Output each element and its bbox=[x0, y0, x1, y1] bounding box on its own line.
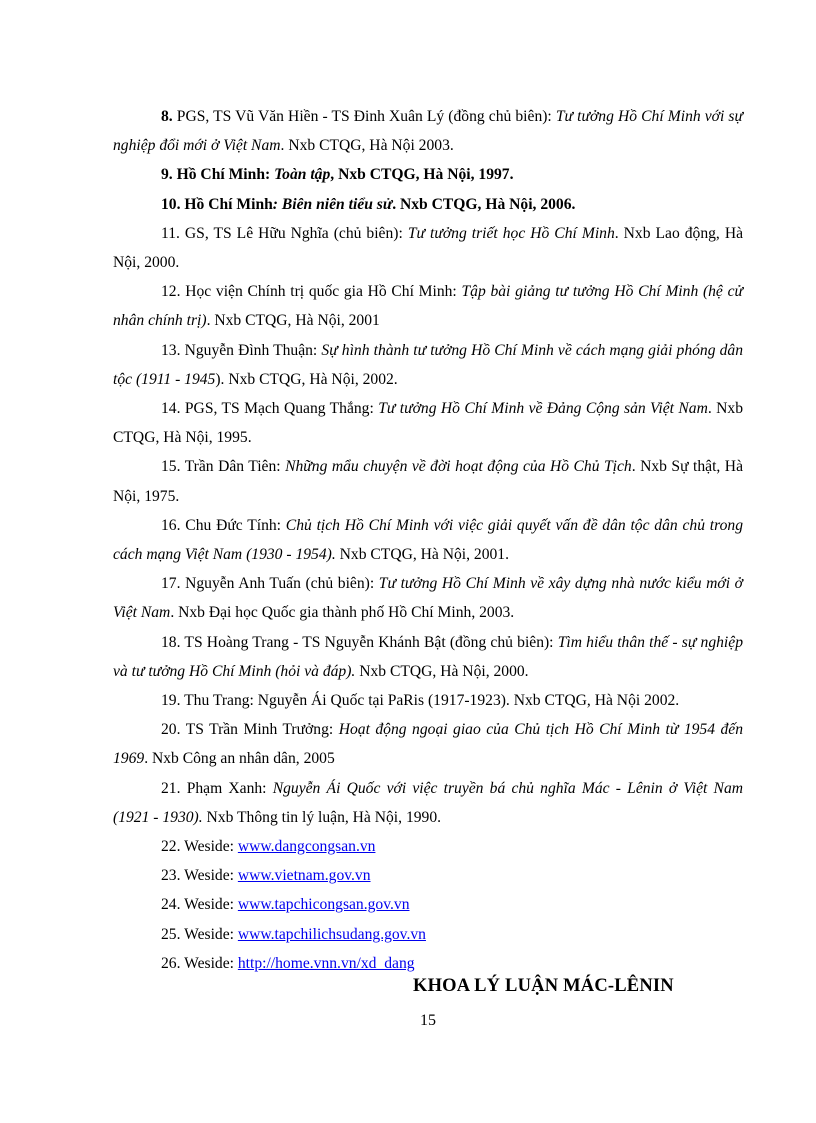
reference-number: 18. bbox=[161, 633, 181, 651]
reference-item-20 bbox=[113, 715, 743, 773]
reference-number: 22. bbox=[161, 838, 181, 856]
reference-author: Chu Đức Tính: bbox=[180, 516, 286, 534]
website-item-25 bbox=[113, 920, 743, 949]
page-number: 15 bbox=[420, 1012, 436, 1029]
reference-number: 15. bbox=[161, 458, 181, 476]
reference-author: TS Hoàng Trang - TS Nguyễn Khánh Bật (đồng chủ biên): bbox=[180, 633, 558, 651]
reference-author: Nguyễn Đình Thuận: bbox=[180, 341, 322, 359]
reference-number: 20. bbox=[161, 721, 181, 739]
reference-number: 12. bbox=[161, 283, 181, 301]
reference-author: PGS, TS Mạch Quang Thắng: bbox=[180, 400, 379, 418]
reference-number: 25. bbox=[161, 925, 181, 943]
faculty-signature: KHOA LÝ LUẬN MÁC-LÊNIN bbox=[413, 976, 674, 996]
reference-item-10 bbox=[113, 190, 743, 219]
reference-title: Sự hình thành tư tưởng Hồ Chí Minh về cách mạng giải phóng dân tộc (1911 - 1945 bbox=[113, 341, 743, 388]
reference-title: : Biên niên tiểu sử bbox=[272, 195, 393, 213]
reference-title: Tư tưởng triết học Hồ Chí Minh bbox=[407, 224, 615, 242]
reference-item-17 bbox=[113, 569, 743, 627]
website-item-24 bbox=[113, 890, 743, 919]
reference-title: Tập bài giảng tư tưởng Hồ Chí Minh (hệ cử nhân chính trị) bbox=[113, 283, 743, 330]
reference-item-14 bbox=[113, 394, 743, 452]
website-label: Weside: bbox=[180, 867, 238, 885]
reference-title: Nguyễn Ái Quốc với việc truyền bá chủ nghĩa Mác - Lênin ở Việt Nam (1921 - 1930). bbox=[113, 779, 744, 826]
website-label: Weside: bbox=[180, 838, 238, 856]
reference-item-15 bbox=[113, 452, 743, 510]
reference-number: 24. bbox=[161, 896, 181, 914]
reference-publisher: Nxb CTQG, Hà Nội, 2001. bbox=[335, 546, 510, 564]
reference-publisher: Nxb CTQG, Hà Nội, 2000. bbox=[355, 662, 529, 680]
reference-publisher: . Nxb CTQG, Hà Nội 2003. bbox=[280, 137, 454, 155]
reference-publisher: . Nxb CTQG, Hà Nội, 2006. bbox=[392, 195, 576, 213]
reference-author: Phạm Xanh: bbox=[180, 779, 273, 797]
reference-item-13 bbox=[113, 336, 743, 394]
reference-author: TS Trần Minh Trưởng: bbox=[180, 721, 339, 739]
reference-number: 11. bbox=[161, 224, 180, 242]
reference-number: 13. bbox=[161, 341, 181, 359]
website-link[interactable]: www.dangcongsan.vn bbox=[237, 838, 376, 856]
reference-title: Hoạt động ngoại giao của Chủ tịch Hồ Chí Minh từ 1954 đến 1969 bbox=[113, 721, 743, 768]
reference-item-18 bbox=[113, 628, 743, 686]
reference-item-19 bbox=[113, 686, 743, 715]
reference-publisher: . Nxb Công an nhân dân, 2005 bbox=[144, 750, 335, 768]
reference-title: Tư tưởng Hồ Chí Minh về xây dựng nhà nước kiểu mới ở Việt Nam bbox=[113, 575, 743, 622]
website-label: Weside: bbox=[180, 925, 238, 943]
reference-title: Tìm hiểu thân thế - sự nghiệp và tư tưởng Hồ Chí Minh (hỏi và đáp). bbox=[113, 633, 743, 680]
reference-publisher: , Nxb CTQG, Hà Nội, 1997. bbox=[330, 166, 514, 184]
website-label: Weside: bbox=[180, 954, 238, 972]
website-link[interactable]: http://home.vnn.vn/xd_dang bbox=[237, 954, 415, 972]
reference-number: 14. bbox=[161, 400, 181, 418]
reference-author: Thu Trang: Nguyễn Ái Quốc tại PaRis (1917-1923). Nxb CTQG, Hà Nội 2002. bbox=[180, 692, 680, 710]
reference-number: 8. bbox=[161, 108, 173, 125]
website-item-22 bbox=[113, 832, 743, 861]
reference-item-11 bbox=[113, 219, 743, 277]
reference-title: Chủ tịch Hồ Chí Minh với việc giải quyết vấn đề dân tộc dân chủ trong cách mạng Việt Nam (1930 - 1954). bbox=[113, 516, 743, 564]
website-label: Weside: bbox=[180, 896, 238, 914]
reference-number: 26. bbox=[161, 954, 181, 972]
reference-number: 10. bbox=[161, 195, 181, 213]
reference-publisher: . Nxb Sự thật, Hà Nội, 1975. bbox=[113, 458, 743, 505]
reference-publisher: . Nxb CTQG, Hà Nội, 2001 bbox=[206, 312, 380, 330]
reference-number: 9. bbox=[161, 166, 173, 184]
reference-title: Toàn tập bbox=[274, 166, 331, 184]
website-item-26 bbox=[113, 949, 743, 978]
website-item-23 bbox=[113, 861, 743, 890]
reference-publisher: . Nxb Đại học Quốc gia thành phố Hồ Chí Minh, 2003. bbox=[170, 604, 515, 622]
reference-number: 16. bbox=[161, 516, 181, 534]
reference-publisher: . Nxb Lao động, Hà Nội, 2000. bbox=[113, 224, 744, 272]
reference-item-21 bbox=[113, 774, 743, 832]
reference-author: Hồ Chí Minh: bbox=[172, 166, 275, 184]
reference-title: Tư tưởng Hồ Chí Minh về Đảng Cộng sản Việt Nam bbox=[378, 400, 708, 418]
reference-author: Nguyễn Anh Tuấn (chủ biên): bbox=[180, 575, 379, 593]
reference-item-16 bbox=[113, 511, 743, 569]
website-link[interactable]: www.tapchilichsudang.gov.vn bbox=[237, 925, 426, 943]
reference-author: Trần Dân Tiên: bbox=[180, 458, 286, 476]
reference-number: 19. bbox=[161, 692, 181, 710]
reference-publisher: ). Nxb CTQG, Hà Nội, 2002. bbox=[215, 370, 398, 388]
website-link[interactable]: www.tapchicongsan.gov.vn bbox=[237, 896, 410, 914]
reference-author: GS, TS Lê Hữu Nghĩa (chủ biên): bbox=[179, 224, 408, 242]
reference-item-9 bbox=[113, 160, 743, 189]
reference-publisher: . Nxb CTQG, Hà Nội, 1995. bbox=[113, 400, 743, 447]
reference-item-12 bbox=[113, 277, 743, 335]
reference-item-8 bbox=[113, 102, 743, 160]
website-link[interactable]: www.vietnam.gov.vn bbox=[237, 867, 371, 885]
reference-publisher: Nxb Thông tin lý luận, Hà Nội, 1990. bbox=[202, 808, 442, 826]
reference-title: Tư tưởng Hồ Chí Minh với sự nghiệp đổi mới ở Việt Nam bbox=[113, 108, 743, 155]
reference-author: PGS, TS Vũ Văn Hiền - TS Đinh Xuân Lý (đồng chủ biên): bbox=[172, 108, 556, 125]
reference-author: Hồ Chí Minh bbox=[180, 195, 273, 213]
reference-title: Những mẩu chuyện về đời hoạt động của Hồ Chủ Tịch bbox=[285, 458, 632, 476]
reference-number: 21. bbox=[161, 779, 181, 797]
reference-list bbox=[113, 102, 743, 978]
reference-author: Học viện Chính trị quốc gia Hồ Chí Minh: bbox=[180, 283, 462, 301]
reference-number: 17. bbox=[161, 575, 181, 593]
reference-number: 23. bbox=[161, 867, 181, 885]
